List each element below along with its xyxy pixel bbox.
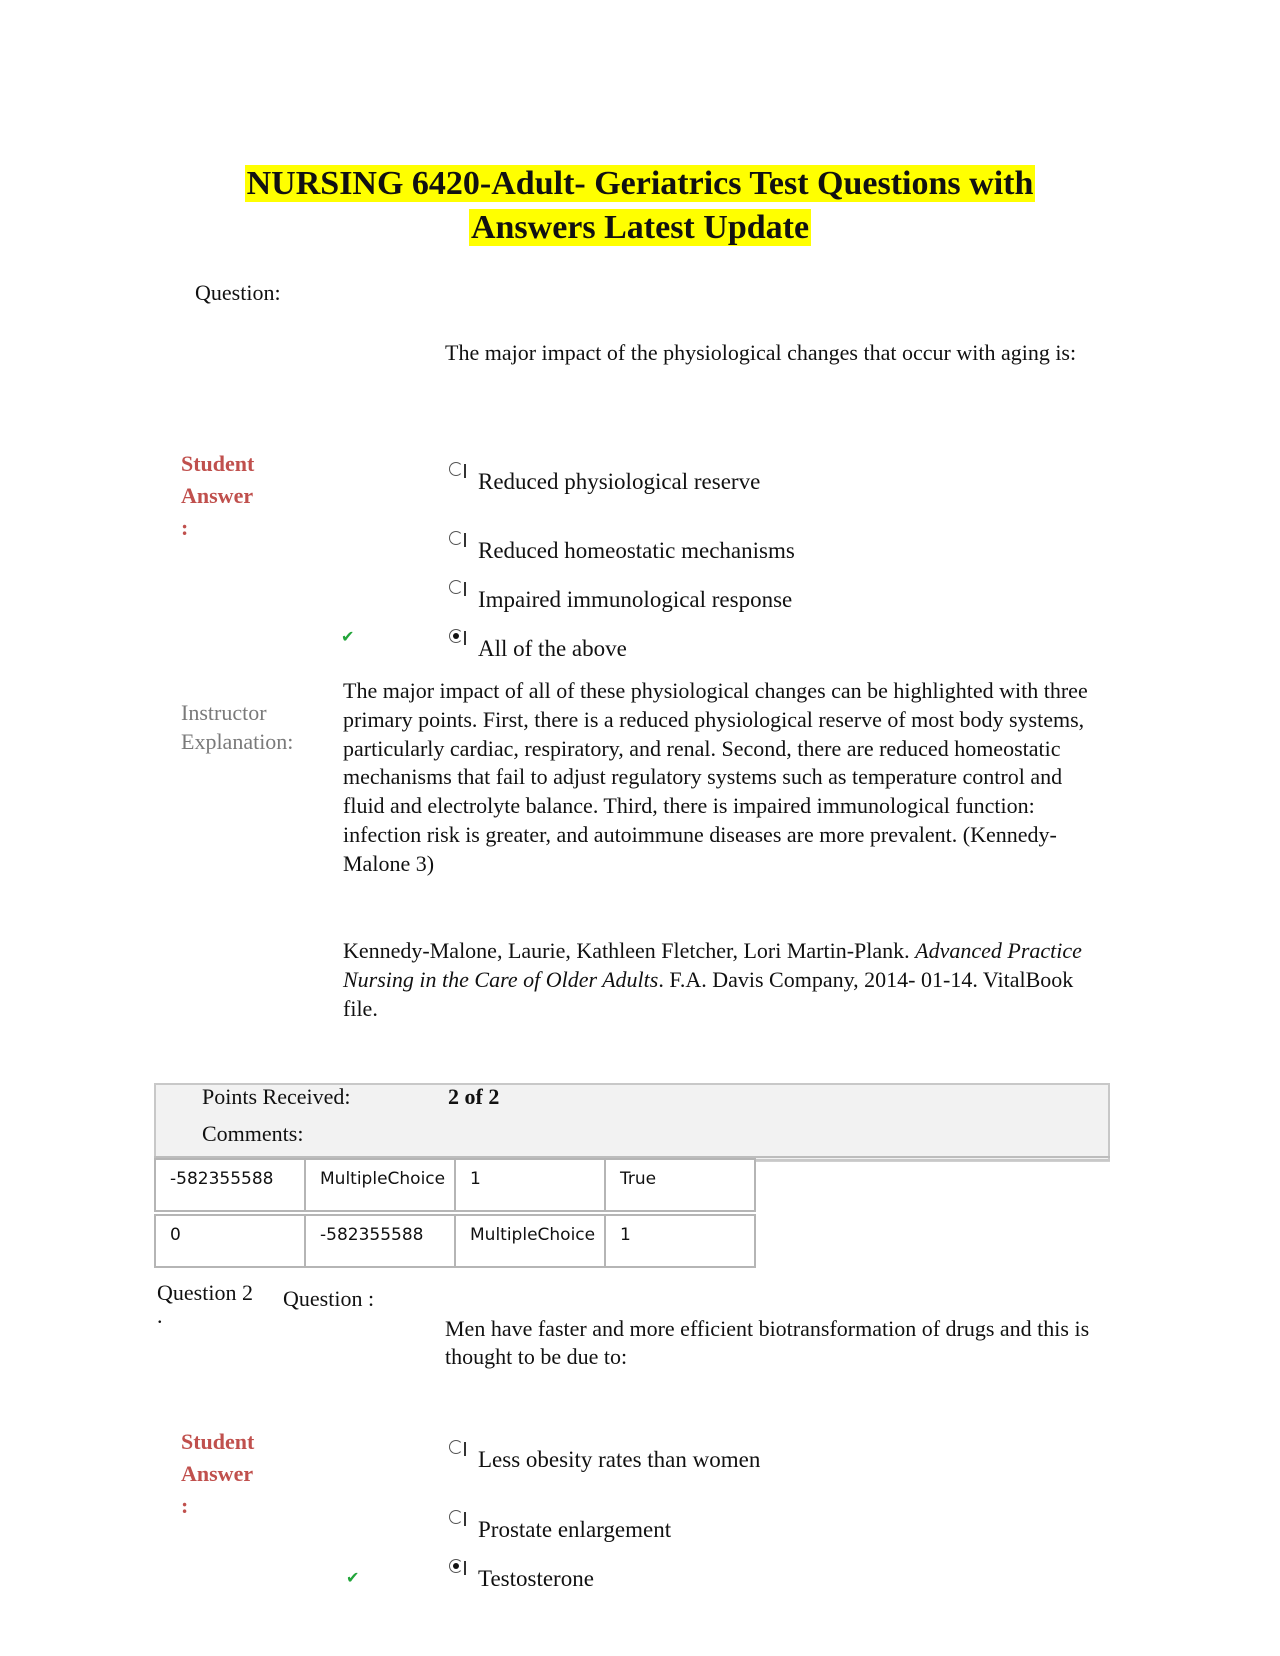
radio-button-icon[interactable] (449, 462, 463, 476)
option-label: Less obesity rates than women (478, 1447, 761, 1472)
answer-option[interactable] (449, 1446, 760, 1474)
check-icon: ✔ (341, 627, 355, 646)
option-label: Impaired immunological response (478, 587, 793, 612)
student-answer-label (181, 1426, 254, 1522)
student-answer-label (181, 448, 254, 544)
instructor-label-word: Instructor (181, 700, 267, 725)
table-row (155, 1215, 755, 1267)
student-answer-colon: : (181, 1493, 189, 1518)
radio-button-icon[interactable] (449, 580, 463, 594)
option-label: Reduced physiological reserve (478, 469, 761, 494)
radio-button-selected-icon[interactable] (449, 629, 463, 643)
table-cell: MultipleChoice (455, 1215, 605, 1267)
radio-button-icon[interactable] (449, 1510, 463, 1524)
question-label: Question: (195, 280, 281, 305)
answer-option[interactable] (449, 1516, 671, 1544)
option-label: Reduced homeostatic mechanisms (478, 538, 795, 563)
table-cell: 1 (605, 1215, 755, 1267)
document-title (150, 162, 1130, 250)
option-label: All of the above (478, 636, 627, 661)
question-number-dot: . (157, 1303, 163, 1328)
question-text: Men have faster and more efficient biotransformation of drugs and this is thought to be due to: (445, 1316, 1090, 1369)
student-answer-word-1: Student (181, 451, 255, 476)
explanation-label-word: Explanation: (181, 729, 294, 754)
check-icon: ✔ (346, 1568, 360, 1587)
student-answer-word-2: Answer (181, 1461, 254, 1486)
instructor-explanation-label (181, 698, 293, 756)
option-label: Testosterone (478, 1566, 594, 1591)
question-number: Question 2 (157, 1280, 253, 1305)
answer-option-selected[interactable] (449, 1565, 594, 1593)
radio-button-selected-icon[interactable] (449, 1559, 463, 1573)
table-cell: -582355588 (305, 1215, 455, 1267)
student-answer-colon: : (181, 515, 189, 540)
answer-option-selected[interactable] (449, 635, 627, 663)
answer-option[interactable] (449, 537, 795, 565)
table-row (155, 1159, 755, 1211)
table-cell: MultipleChoice (305, 1159, 455, 1211)
result-table-2 (154, 1214, 756, 1268)
points-received-value: 2 of 2 (448, 1084, 500, 1109)
reference-book-title: Advanced Practice Nursing in the Care of Older Adults (343, 938, 1082, 992)
reference-authors: Kennedy-Malone, Laurie, Kathleen Fletcher, Lori Martin-Plank. (343, 938, 910, 963)
answer-option[interactable] (449, 586, 792, 614)
comments-label: Comments: (202, 1121, 304, 1146)
reference-citation (343, 937, 1083, 1023)
question-text: The major impact of the physiological changes that occur with aging is: (445, 340, 1077, 365)
title-line-2: Answers Latest Update (470, 209, 810, 246)
answer-option[interactable] (449, 468, 760, 496)
question-label: Question : (283, 1286, 375, 1311)
result-table-1 (154, 1158, 756, 1212)
reference-publisher: . F.A. Davis Company, 2014- 01-14. VitalBook file. (343, 966, 1074, 1021)
table-cell: 0 (155, 1215, 305, 1267)
title-line-1: NURSING 6420-Adult- Geriatrics Test Questions with (246, 165, 1034, 202)
points-received-label: Points Received: (202, 1084, 351, 1109)
option-label: Prostate enlargement (478, 1517, 672, 1542)
student-answer-word-2: Answer (181, 483, 254, 508)
explanation-text: The major impact of all of these physiological changes can be highlighted with three primary points. First, there is a reduced physiological reserve of most body systems, particularly cardiac, respiratory, and renal. Second, there are reduced homeostatic mechanisms that fail to adjust regulatory systems such as temperature control and fluid and electrolyte balance. Third, there is impaired immunological function: infection risk is greater, and autoimmune diseases are more prevalent. (Kennedy-Malone 3) (343, 678, 1088, 876)
table-cell: True (605, 1159, 755, 1211)
radio-button-icon[interactable] (449, 1440, 463, 1454)
table-cell: -582355588 (155, 1159, 305, 1211)
student-answer-word-1: Student (181, 1429, 255, 1454)
radio-button-icon[interactable] (449, 531, 463, 545)
table-cell: 1 (455, 1159, 605, 1211)
